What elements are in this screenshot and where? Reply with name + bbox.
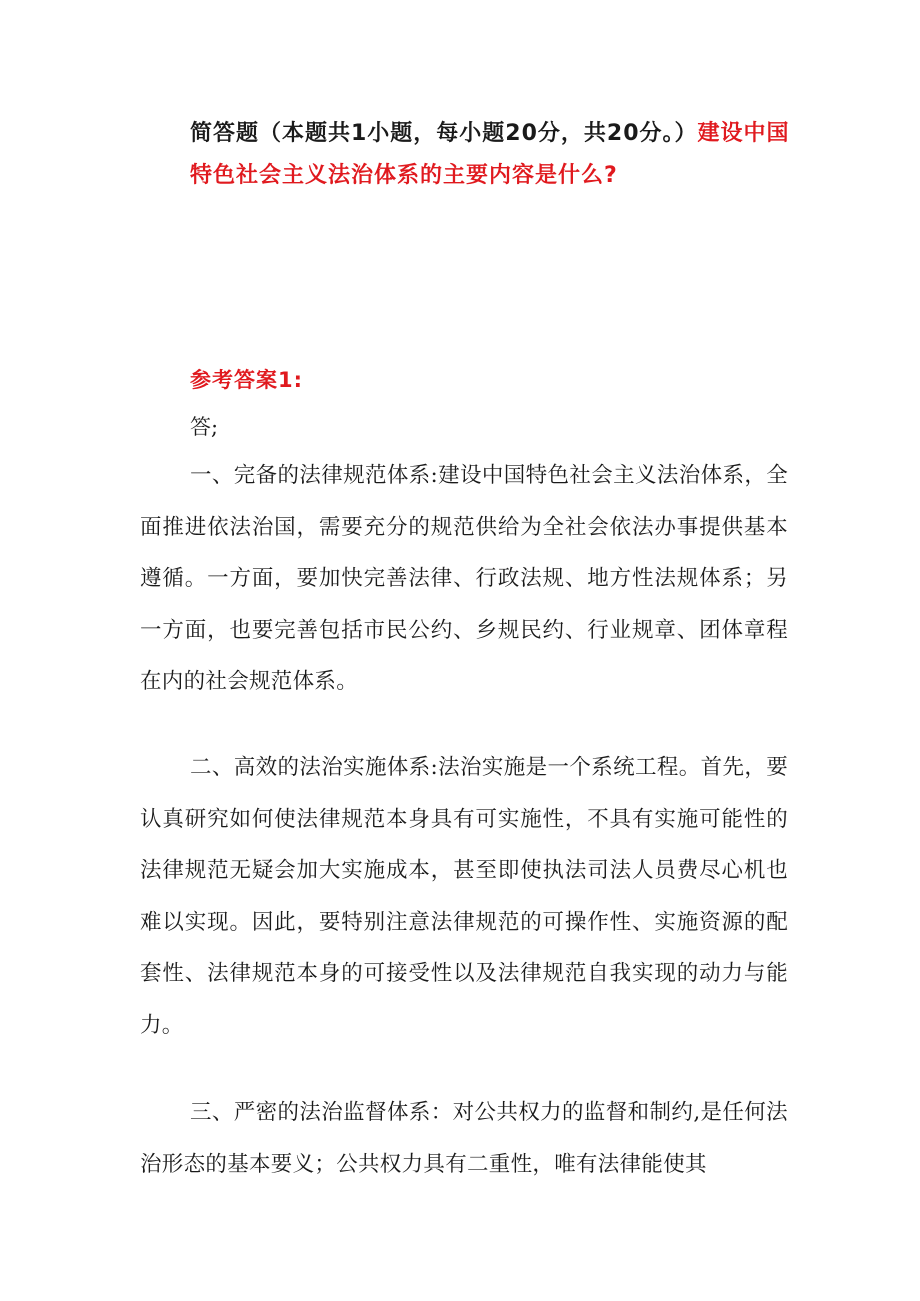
question-text: 建设中国特色社会主义法治体系的主要内容是什么? — [190, 121, 790, 188]
answer-paragraph-3: 三、严密的法治监督体系：对公共权力的监督和制约,是任何法治形态的基本要义；公共权力具有二重性，唯有法律能使其 — [140, 1100, 788, 1177]
question-prefix: 简答题（本题共1小题，每小题20分，共20分。） — [190, 121, 698, 146]
answer-paragraph-2: 二、高效的法治实施体系:法治实施是一个系统工程。首先，要认真研究如何使法律规范本身具有可实施性，不具有实施可能性的法律规范无疑会加大实施成本，甚至即使执法司法人员费尽心机也难以实现。因此，要特别注意法律规范的可操作性、实施资源的配套性、法律规范本身的可接受性以及法律规范自我实现的动力与能力。 — [140, 755, 788, 1038]
answer-paragraph-1: 一、完备的法律规范体系:建设中国特色社会主义法治体系，全面推进依法治国，需要充分的规范供给为全社会依法办事提供基本遵循。一方面，要加快完善法律、行政法规、地方性法规体系；另一方面，也要完善包括市民公约、乡规民约、行业规章、团体章程在内的社会规范体系。 — [140, 463, 788, 694]
question-block — [190, 113, 790, 197]
answer-title: 参考答案1: — [190, 368, 304, 392]
answer-lead: 答; — [190, 415, 219, 439]
